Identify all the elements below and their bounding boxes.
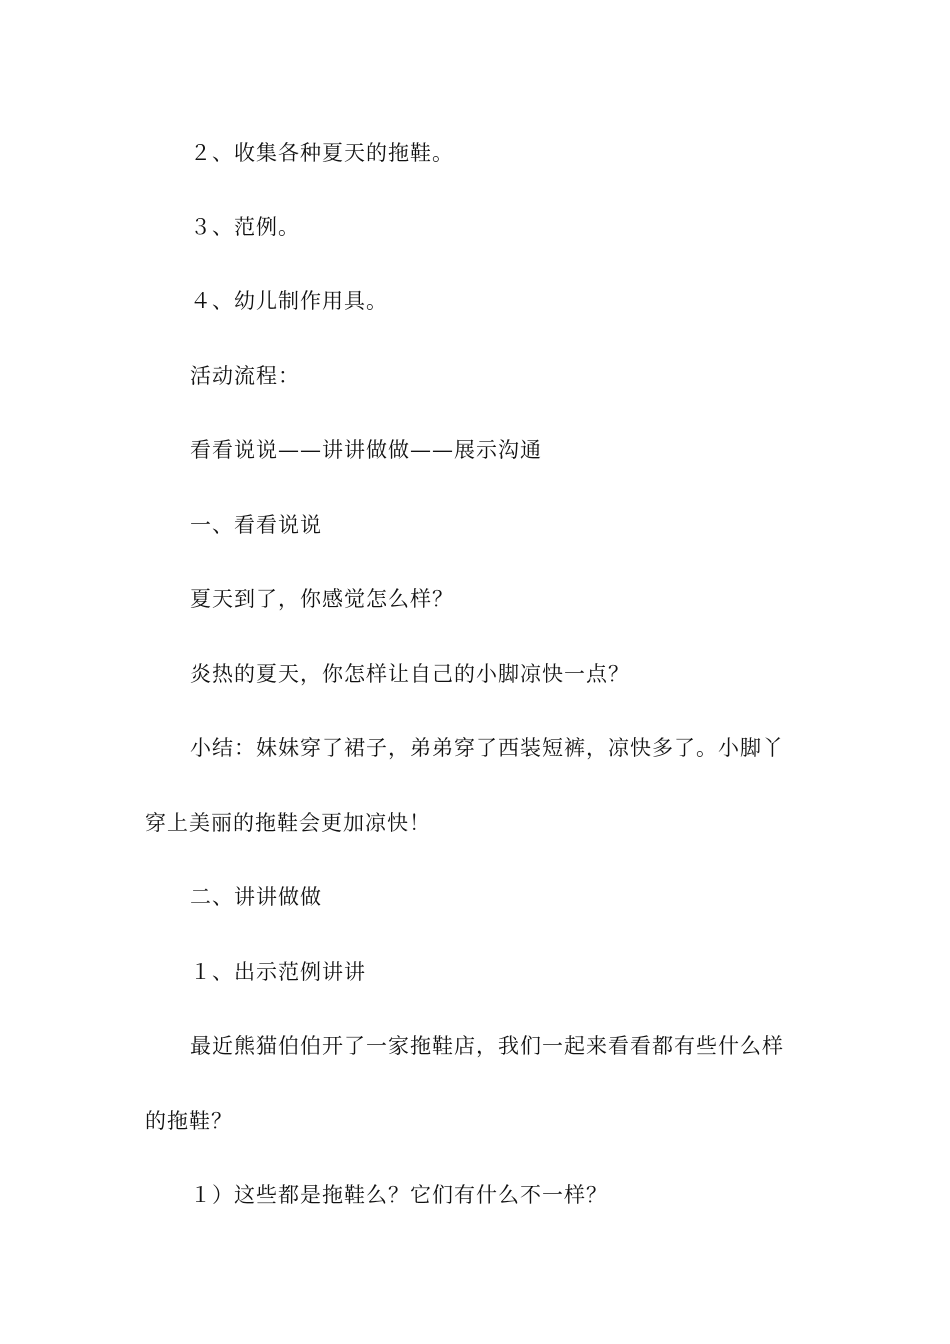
question-item-1: １）这些都是拖鞋么？它们有什么不一样？ (190, 1183, 608, 1207)
paragraph-summary-line-1: 小结：妹妹穿了裙子，弟弟穿了西装短裤，凉快多了。小脚丫 (190, 736, 784, 760)
section-heading-look-and-talk: 一、看看说说 (190, 513, 322, 537)
subsection-heading-show-examples: １、出示范例讲讲 (190, 960, 366, 984)
material-item-4: ４、幼儿制作用具。 (190, 289, 388, 313)
paragraph-panda-shop-line-1: 最近熊猫伯伯开了一家拖鞋店，我们一起来看看都有些什么样 (190, 1034, 784, 1058)
paragraph-question-summer: 夏天到了，你感觉怎么样？ (190, 587, 454, 611)
paragraph-question-cool-feet: 炎热的夏天，你怎样让自己的小脚凉快一点？ (190, 662, 630, 686)
section-heading-talk-and-make: 二、讲讲做做 (190, 885, 322, 909)
activity-flow-summary: 看看说说——讲讲做做——展示沟通 (190, 438, 542, 462)
material-item-2: ２、收集各种夏天的拖鞋。 (190, 141, 454, 165)
paragraph-panda-shop-line-2: 的拖鞋？ (145, 1109, 233, 1133)
paragraph-summary-line-2: 穿上美丽的拖鞋会更加凉快！ (145, 811, 431, 835)
material-item-3: ３、范例。 (190, 215, 300, 239)
section-heading-activity-flow: 活动流程： (190, 364, 300, 388)
